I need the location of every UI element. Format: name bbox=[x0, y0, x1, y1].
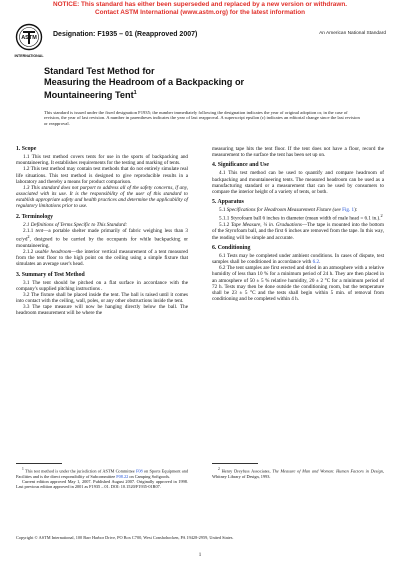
para-2-1-2 bbox=[16, 249, 188, 267]
title-line-2: Measuring the Headroom of a Backpacking or bbox=[44, 77, 245, 87]
left-column bbox=[16, 146, 188, 317]
footnote-2-para bbox=[212, 467, 384, 479]
logo-text-international: INTERNATIONAL bbox=[14, 54, 44, 58]
term-usable-headroom: usable headroom bbox=[35, 249, 72, 256]
para-1-3-text: 1.3 This standard does not purport to address all of the safety concerns, if any, associated with its use. It is the responsibility of the user of this standard to establish appropriate safety and health practices and determine the applicability of regulatory limitations prior to use. bbox=[16, 184, 188, 210]
subcommittee-f08-22-link[interactable]: F08.22 bbox=[116, 473, 129, 479]
title-line-1: Standard Test Method for bbox=[44, 66, 155, 76]
para-5-1-2-def: —The tape is mounted into the bottom of the Styrofoam ball, and the first 6 inches are removed from the tape. In this way, the reading will be simple and accurate. bbox=[212, 222, 384, 241]
notice-line-2: Contact ASTM International (www.astm.org) for the latest information bbox=[94, 8, 306, 16]
logo-text-astm: ASTM bbox=[21, 35, 37, 41]
intro-paragraph: This standard is issued under the fixed designation F1935; the number immediately following the designation indicates the year of original adoption or, in the case of revision, the year of last revision. A number in parentheses indicates the year of last reapproval. A superscript epsilon (ε) indicates an editorial change since the last revision or reapproval. bbox=[44, 110, 360, 126]
para-1-3 bbox=[16, 185, 188, 210]
para-5-1-text: Specifications for Headroom Measurement Fixture (see bbox=[226, 207, 343, 214]
para-2-1-2-num: 2.1.2 bbox=[23, 249, 36, 256]
para-2-1-2-def: —the interior vertical measurement of a tent measured from the tent floor to the high point on the ceiling using a simple fixture that simulates an average user's head. bbox=[16, 249, 188, 268]
section-3-heading: 3. Summary of Test Method bbox=[16, 271, 85, 278]
para-3-1: 3.1 The tent should be pitched on a flat surface in accordance with the company's supplied pitching instructions . bbox=[16, 279, 188, 292]
para-2-1-text: 2.1 Definitions of Terms Specific to This Standard: bbox=[23, 221, 128, 228]
section-2-heading: 2. Terminology bbox=[16, 213, 54, 220]
term-tent: tent bbox=[35, 227, 44, 234]
para-3-3-continued: measuring tape hits the tent floor. If the tent does not have a floor, record the measurement to the surface the tent has been set up on. bbox=[212, 146, 384, 159]
para-5-1-1-text: 5.1.1 Styrofoam ball 6 inches in diameter (mean width of male head = 6.1 in.). bbox=[219, 216, 381, 223]
para-1-2: 1.2 This test method may contain test methods that do not entirely simulate real life situations. This test method is designed to give reproducible results in a laboratory and thereby a means for product comparison. bbox=[16, 166, 188, 185]
para-1-1: 1.1 This test method covers tents for use in the sports of backpacking and mountaineering. It establishes requirements for the testing and marking of tents. bbox=[16, 154, 188, 167]
para-5-1-2 bbox=[212, 222, 384, 240]
para-6-1-end: . bbox=[319, 259, 321, 266]
footnote-1-text-b: on Sports Equipment and Facilities and is the direct responsibility of Subcommittee bbox=[16, 468, 189, 479]
section-1-heading: 1. Scope bbox=[16, 146, 37, 152]
section-6-2-link[interactable]: 6.2 bbox=[312, 259, 320, 266]
footnote-2-mark: 2 bbox=[218, 467, 220, 471]
section-4-heading: 4. Significance and Use bbox=[212, 162, 270, 169]
para-5-1-num: 5.1 bbox=[219, 207, 227, 214]
para-3-3: 3.3 The tape measure will now be hanging directly below the ball. The headroom measurement will be where the bbox=[16, 304, 188, 317]
right-column bbox=[212, 146, 384, 302]
page-number: 1 bbox=[198, 553, 202, 558]
figure-1-link[interactable]: Fig. 1 bbox=[342, 207, 355, 214]
title-line-3 bbox=[44, 88, 364, 101]
footnote-2-book-title: The Measure of Man and Woman: Human Factors in Design bbox=[272, 468, 383, 474]
committee-f08-link[interactable]: F08 bbox=[135, 468, 143, 474]
title-line-3-text: Mountaineering Tent bbox=[44, 90, 134, 101]
footnote-1 bbox=[16, 467, 188, 489]
notice-banner bbox=[0, 1, 400, 16]
footnote-2-text-b: , Whitney Library of Design, 1993. bbox=[212, 468, 384, 479]
section-6-heading: 6. Conditioning bbox=[212, 244, 251, 251]
footnote-2 bbox=[212, 467, 384, 479]
designation: Designation: F1935 – 01 (Reapproved 2007) bbox=[53, 31, 198, 38]
document-title bbox=[44, 66, 364, 101]
standard-label: An American National Standard bbox=[319, 31, 386, 36]
section-5-heading: 5. Apparatus bbox=[212, 199, 244, 206]
para-2-1-1-def: —a portable shelter made primarily of fabric weighing less than 3 oz/yd bbox=[16, 227, 188, 243]
para-2-1-1-num: 2.1.1 bbox=[23, 227, 36, 234]
para-5-1-1 bbox=[212, 213, 384, 222]
footnote-ref-2: 2 bbox=[27, 234, 30, 240]
footnote-divider-right bbox=[212, 463, 258, 464]
footnote-divider-left bbox=[16, 463, 62, 464]
para-2-1-1 bbox=[16, 228, 188, 249]
notice-line-1: NOTICE: This standard has either been superseded and replaced by a new version or withdrawn. bbox=[52, 1, 348, 8]
footnote-1-para-a bbox=[16, 467, 188, 479]
footnote-1-mark: 1 bbox=[22, 467, 24, 471]
title-footnote-mark: 1 bbox=[133, 90, 137, 96]
para-4-1: 4.1 This test method can be used to quantify and compare headroom of backpacking and mountaineering tents. The measured headroom can be used as a manufacturing standard or a measurement that can be used by consumers to compare the interior height of a variety of tents, or both. bbox=[212, 170, 384, 195]
footnote-1-para-b: Current edition approved May 1, 2007. Published August 2007. Originally approved in 1998. Last previous edition approved in 2001 as F1935 – 01. DOI: 10.1520/F1935-01R07. bbox=[16, 478, 188, 490]
footnote-1-text-c: on Camping Softgoods. bbox=[128, 473, 171, 479]
para-5-1-end: ): bbox=[354, 207, 358, 214]
para-3-2: 3.2 The fixture shall be placed inside the tent. The ball is raised until it comes into contact with the ceiling, wall, poles, or any other obstructions inside the tent. bbox=[16, 292, 188, 305]
para-6-1-text: 6.1 Tests may be completed under ambient conditions. In cases of dispute, test samples shall be conditioned in accordance with bbox=[212, 252, 384, 266]
para-2-1-1-end: , designed to be carried by the occupants for while backpacking or mountaineering. bbox=[16, 236, 188, 249]
para-5-1-2-num: 5.1.2 bbox=[219, 222, 231, 229]
term-tape-measure: Tape Measure, ¼ in. Graduations bbox=[230, 222, 302, 229]
astm-logo bbox=[12, 23, 46, 61]
copyright-notice: Copyright © ASTM International, 100 Barr Harbor Drive, PO Box C700, West Conshohocken, PA 19428-2959, United States. bbox=[16, 535, 234, 540]
para-6-1 bbox=[212, 253, 384, 265]
footnote-1-text-a: This test method is under the jurisdiction of ASTM Committee bbox=[24, 468, 136, 474]
footnote-ref-2b: 2 bbox=[380, 213, 383, 219]
footnote-2-text-a: Henry Dreyfuss Associates, bbox=[221, 468, 273, 474]
para-6-2: 6.2 The tent samples are first erected and dried in an atmosphere with a relative humidity of less than 10 % for a minimum period of 24 h. They are then placed in an atmosphere of 50 ± 5 % relative humidity, 20 ± 2 °C for a minimum period of 72 h. Tests may then be done outside the conditioning room, but the temperature shall be 23 ± 5 °C and the tests shall begin within 5 min. of removal from conditioning and be completed within 4 h. bbox=[212, 265, 384, 302]
